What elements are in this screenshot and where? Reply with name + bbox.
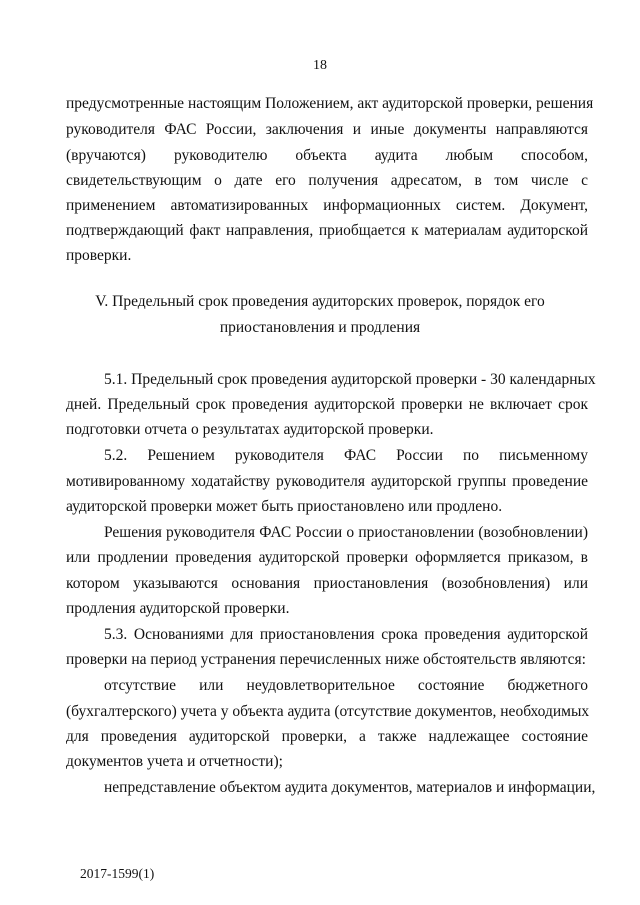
text-line: свидетельствующим о дате его получения адресатом, в том числе с (66, 172, 588, 189)
text-line: (вручаются) руководителю объекта аудита любым способом, (66, 147, 588, 164)
section-heading: приостановления и продления (219, 319, 421, 336)
section-heading: V. Предельный срок проведения аудиторских проверок, порядок его (95, 293, 545, 310)
text-line: для проведения аудиторской проверки, а также надлежащее состояние (66, 728, 588, 745)
text-line: подготовки отчета о результатах аудиторской проверки. (66, 421, 434, 438)
text-line: руководителя ФАС России, заключения и иные документы направляются (66, 121, 588, 138)
text-line: 5.1. Предельный срок проведения аудиторской проверки - 30 календарных (104, 371, 596, 388)
page-number: 18 (313, 58, 327, 73)
text-line: 5.3. Основаниями для приостановления срока проведения аудиторской (104, 626, 588, 643)
text-line: мотивированному ходатайству руководителя аудиторской группы проведение (66, 473, 588, 490)
text-line: документов учета и отчетности); (66, 753, 283, 770)
text-line: непредставление объектом аудита документов, материалов и информации, (104, 779, 596, 796)
text-line: продления аудиторской проверки. (66, 600, 290, 617)
text-line: применением автоматизированных информационных систем. Документ, (66, 197, 588, 214)
document-code: 2017-1599(1) (80, 866, 155, 881)
text-line: отсутствие или неудовлетворительное состояние бюджетного (104, 677, 588, 694)
text-line: котором указываются основания приостановления (возобновления) или (66, 575, 588, 592)
text-line: проверки. (66, 247, 132, 264)
text-line: 5.2. Решением руководителя ФАС России по письменному (104, 447, 588, 464)
text-line: (бухгалтерского) учета у объекта аудита (отсутствие документов, необходимых (66, 703, 590, 720)
text-line: проверки на период устранения перечисленных ниже обстоятельств являются: (66, 651, 586, 668)
text-line: Решения руководителя ФАС России о приостановлении (возобновлении) (104, 524, 588, 541)
text-line: аудиторской проверки может быть приостановлено или продлено. (66, 498, 503, 515)
text-line: предусмотренные настоящим Положением, акт аудиторской проверки, решения (66, 95, 594, 112)
text-line: подтверждающий факт направления, приобщается к материалам аудиторской (66, 222, 588, 239)
text-line: или продлении проведения аудиторской проверки оформляется приказом, в (66, 549, 588, 566)
text-line: дней. Предельный срок проведения аудиторской проверки не включает срок (66, 396, 588, 413)
